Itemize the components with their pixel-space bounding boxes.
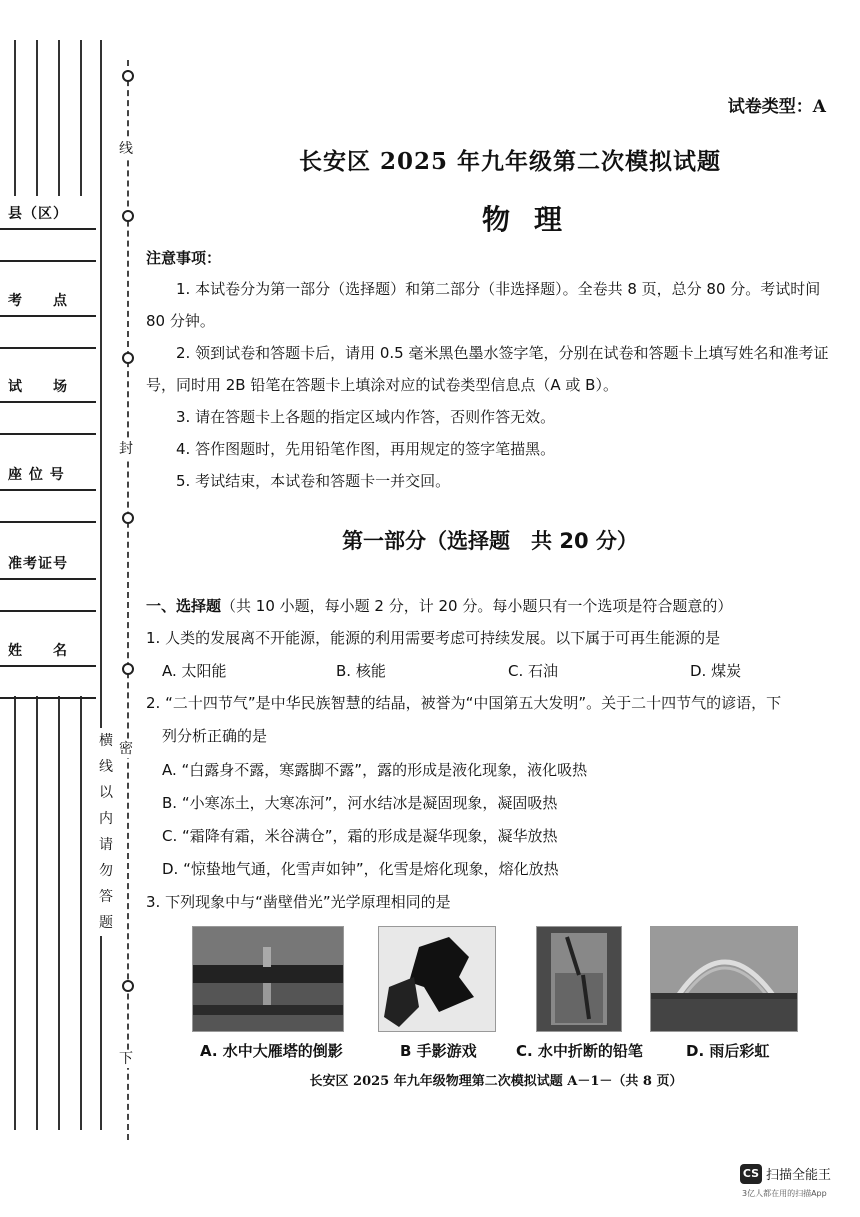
- binding-hole-icon: [122, 210, 134, 222]
- note-item: 1. 本试卷分为第一部分（选择题）和第二部分（非选择题）。全卷共 8 页，总分 80 分。考试时间 80 分钟。: [146, 280, 821, 330]
- page-title: 长安区 2025 年九年级第二次模拟试题: [298, 148, 722, 175]
- scanner-watermark: [740, 1163, 831, 1184]
- question-1-stem: 1. 人类的发展离不开能源，能源的利用需要考虑可持续发展。以下属于可再生能源的是: [146, 629, 721, 647]
- note-item: 4. 答作图题时，先用铅笔作图，再用规定的签字笔描黑。: [176, 440, 556, 458]
- binding-hole-icon: [122, 980, 134, 992]
- binding-dash-line: [127, 60, 129, 1140]
- field-line: [0, 489, 96, 491]
- question-1-options: [162, 660, 802, 680]
- field-seat: 座 位 号: [8, 467, 65, 483]
- binding-hole-icon: [122, 512, 134, 524]
- seal-mark-line: 线: [116, 140, 136, 158]
- binding-hole-icon: [122, 352, 134, 364]
- field-line: [0, 697, 96, 699]
- question-2-stem: 2. “二十四节气”是中华民族智慧的结晶，被誉为“中国第五大发明”。关于二十四节气的谚语，下: [146, 694, 782, 712]
- page-footer: 长安区 2025 年九年级物理第二次模拟试题 A－1－（共 8 页）: [309, 1074, 683, 1089]
- question-2-stem-cont: 列分析正确的是: [162, 727, 268, 745]
- field-line: [0, 315, 96, 317]
- scanner-tagline: 3亿人都在用的扫描App: [742, 1189, 827, 1198]
- part1-title: 第一部分（选择题 共 20 分）: [342, 529, 638, 553]
- binding-line: [100, 40, 102, 1130]
- section-label: 一、选择题: [146, 597, 222, 615]
- photo-pagoda-reflection: [192, 926, 344, 1032]
- note-item: 5. 考试结束，本试卷和答题卡一并交回。: [176, 472, 451, 490]
- section-header: [146, 596, 846, 616]
- option-b: B. “小寒冻土，大寒冻河”，河水结冰是凝固现象，凝固吸热: [162, 794, 558, 812]
- option-a: A. “白露身不露，寒露脚不露”，露的形成是液化现象，液化吸热: [162, 761, 588, 779]
- notes-heading: 注意事项：: [146, 249, 222, 267]
- exam-type: 试卷类型：A: [727, 97, 826, 117]
- field-exam-site: 考 点: [8, 293, 68, 309]
- caption-b: B 手影游戏: [400, 1042, 477, 1060]
- field-line: [0, 521, 96, 523]
- field-room: 试 场: [8, 379, 68, 395]
- subject-title: 物理: [481, 203, 586, 236]
- option-c: C. “霜降有霜，米谷满仓”，霜的形成是凝华现象，凝华放热: [162, 827, 558, 845]
- caption-d: D. 雨后彩虹: [686, 1042, 770, 1060]
- photo-rainbow: [650, 926, 798, 1032]
- caption-a: A. 水中大雁塔的倒影: [200, 1042, 343, 1060]
- photo-hand-shadow: [378, 926, 496, 1032]
- option-c: C. 石油: [508, 662, 559, 680]
- field-line: [0, 347, 96, 349]
- section-desc: （共 10 小题，每小题 2 分，计 20 分。每小题只有一个选项是符合题意的）: [221, 597, 733, 615]
- note-item: 3. 请在答题卡上各题的指定区域内作答，否则作答无效。: [176, 408, 556, 426]
- binding-hole-icon: [122, 70, 134, 82]
- caption-c: C. 水中折断的铅笔: [516, 1042, 643, 1060]
- option-d: D. 煤炭: [690, 662, 742, 680]
- seal-mark-secret: 密: [116, 740, 136, 758]
- seal-mark-down: 下: [116, 1050, 136, 1068]
- seal-mark-seal: 封: [116, 440, 136, 458]
- field-panel: [0, 196, 97, 696]
- binding-warning: 横线以内请勿答题: [96, 728, 116, 936]
- field-line: [0, 401, 96, 403]
- field-line: [0, 433, 96, 435]
- binding-hole-icon: [122, 663, 134, 675]
- field-line: [0, 610, 96, 612]
- note-item: 2. 领到试卷和答题卡后，请用 0.5 毫米黑色墨水签字笔，分别在试卷和答题卡上填写姓名和准考证号，同时用 2B 铅笔在答题卡上填涂对应的试卷类型信息点（A 或 B）。: [146, 344, 829, 394]
- field-line: [0, 260, 96, 262]
- photo-pencil-water: [536, 926, 622, 1032]
- field-name: 姓 名: [8, 643, 68, 659]
- question-3-stem: 3. 下列现象中与“凿壁借光”光学原理相同的是: [146, 893, 451, 911]
- option-a: A. 太阳能: [162, 662, 227, 680]
- scanner-logo-icon: CS: [740, 1164, 762, 1184]
- field-line: [0, 578, 96, 580]
- field-line: [0, 665, 96, 667]
- option-b: B. 核能: [336, 662, 386, 680]
- scanner-name: 扫描全能王: [766, 1168, 832, 1183]
- option-d: D. “惊蛰地气通，化雪声如钟”，化雪是熔化现象，熔化放热: [162, 860, 559, 878]
- field-county: 县（区）: [8, 206, 68, 222]
- field-ticket-no: 准考证号: [8, 556, 68, 572]
- field-line: [0, 228, 96, 230]
